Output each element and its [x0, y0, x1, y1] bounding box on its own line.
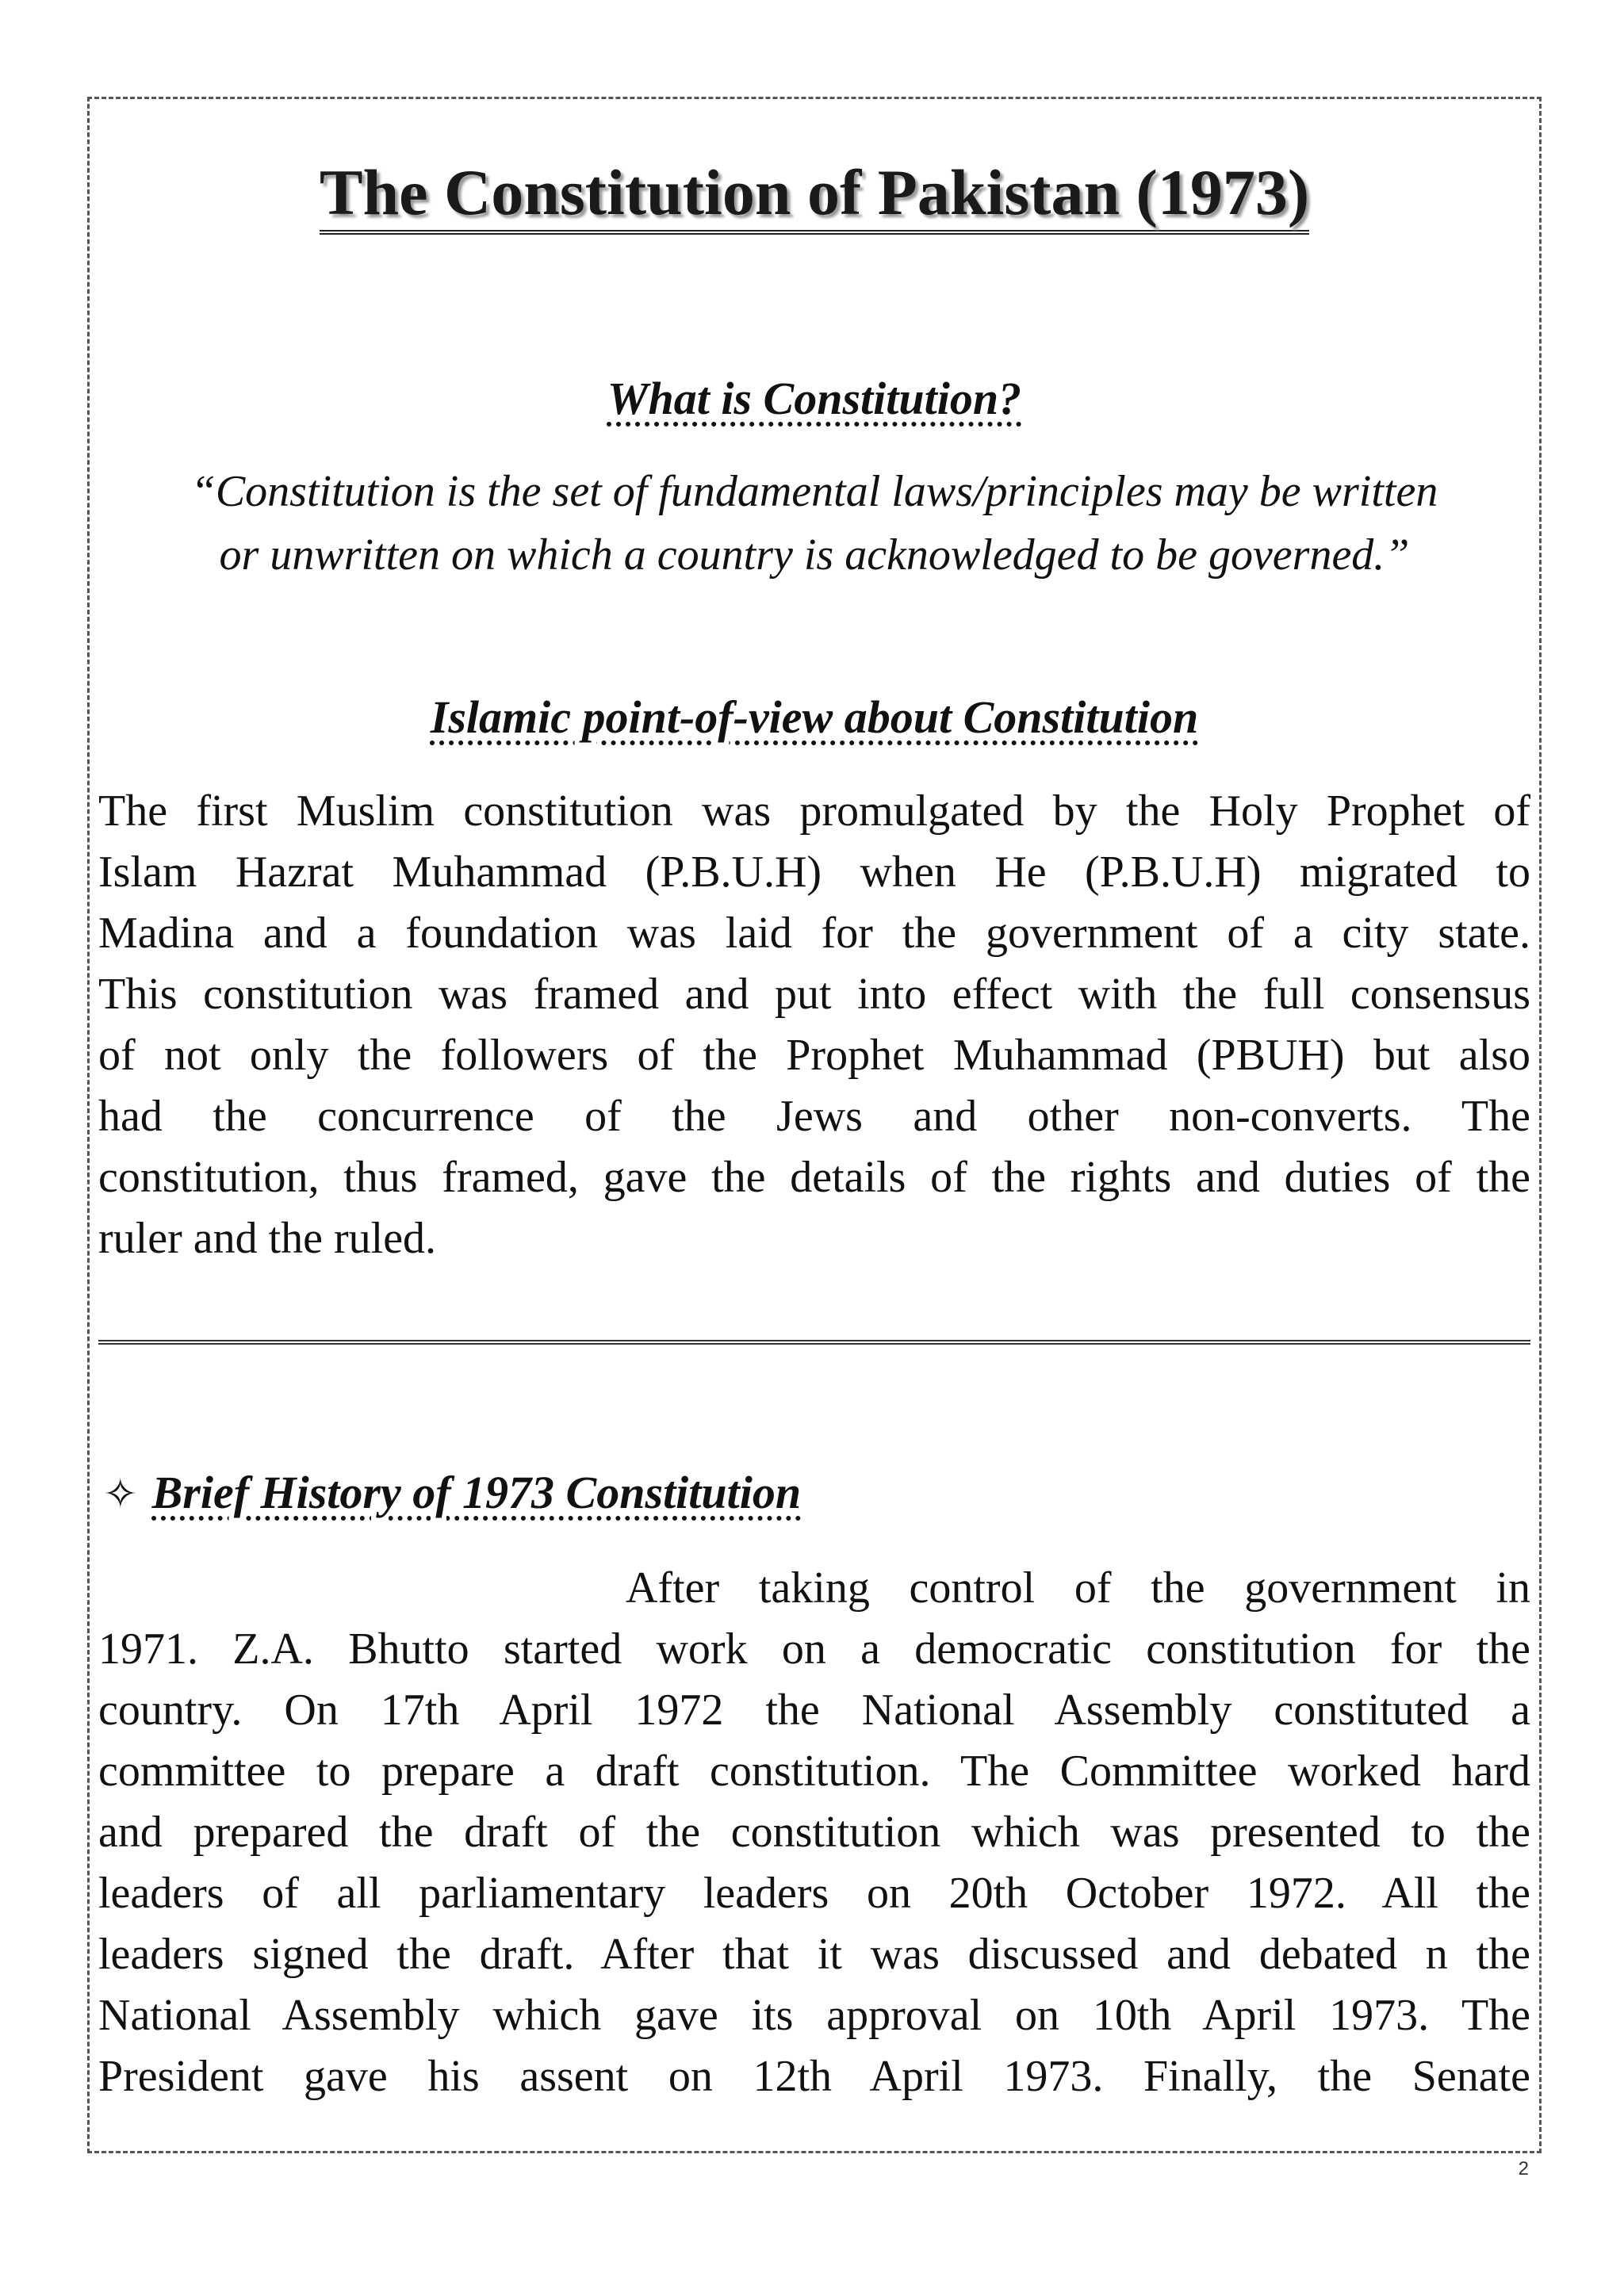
- paragraph-line: 1971. Z.A. Bhutto started work on a democratic constitution for the: [98, 1624, 1530, 1674]
- definition-quote: [119, 460, 1510, 587]
- paragraph-line: constitution, thus framed, gave the details of the rights and duties of the: [98, 1153, 1530, 1202]
- paragraph-line: country. On 17th April 1972 the National Assembly constituted a: [98, 1686, 1530, 1735]
- paragraph-line: ruler and the ruled.: [98, 1214, 437, 1263]
- paragraph-line: This constitution was framed and put into effect with the full consensus: [98, 970, 1530, 1019]
- paragraph-line: After taking control of the government in: [626, 1563, 1530, 1613]
- four-pointed-star-icon: ✧: [103, 1471, 138, 1518]
- islamic-view-paragraph: [98, 781, 1530, 1269]
- quote-line: or unwritten on which a country is acknowledged to be governed.”: [219, 530, 1410, 580]
- paragraph-line: and prepared the draft of the constitution which was presented to the: [98, 1808, 1530, 1857]
- page-title: The Constitution of Pakistan (1973): [87, 157, 1542, 228]
- section-heading-brief-history: ✧ Brief History of 1973 Constitution: [103, 1467, 802, 1518]
- paragraph-line: National Assembly which gave its approval on 10th April 1973. The: [98, 1991, 1530, 2040]
- paragraph-line: committee to prepare a draft constitution. The Committee worked hard: [98, 1747, 1530, 1796]
- paragraph-line: President gave his assent on 12th April 1973. Finally, the Senate: [98, 2052, 1530, 2101]
- section-heading-what-is-constitution: What is Constitution?: [607, 373, 1022, 424]
- paragraph-line: Madina and a foundation was laid for the government of a city state.: [98, 909, 1530, 958]
- page-number: 2: [1518, 2158, 1529, 2179]
- quote-line: “Constitution is the set of fundamental laws/principles may be written: [190, 467, 1438, 516]
- paragraph-line: leaders of all parliamentary leaders on 20th October 1972. All the: [98, 1869, 1530, 1918]
- paragraph-line: of not only the followers of the Prophet Muhammad (PBUH) but also: [98, 1031, 1530, 1080]
- paragraph-line: had the concurrence of the Jews and other non-converts. The: [98, 1092, 1530, 1141]
- paragraph-line: leaders signed the draft. After that it was discussed and debated n the: [98, 1930, 1530, 1979]
- section-divider: [98, 1340, 1530, 1345]
- paragraph-line: Islam Hazrat Muhammad (P.B.U.H) when He (P.B.U.H) migrated to: [98, 848, 1530, 897]
- paragraph-line: The first Muslim constitution was promulgated by the Holy Prophet of: [98, 786, 1530, 836]
- brief-history-paragraph: [98, 1558, 1530, 2107]
- section-heading-islamic-view: Islamic point-of-view about Constitution: [430, 691, 1199, 743]
